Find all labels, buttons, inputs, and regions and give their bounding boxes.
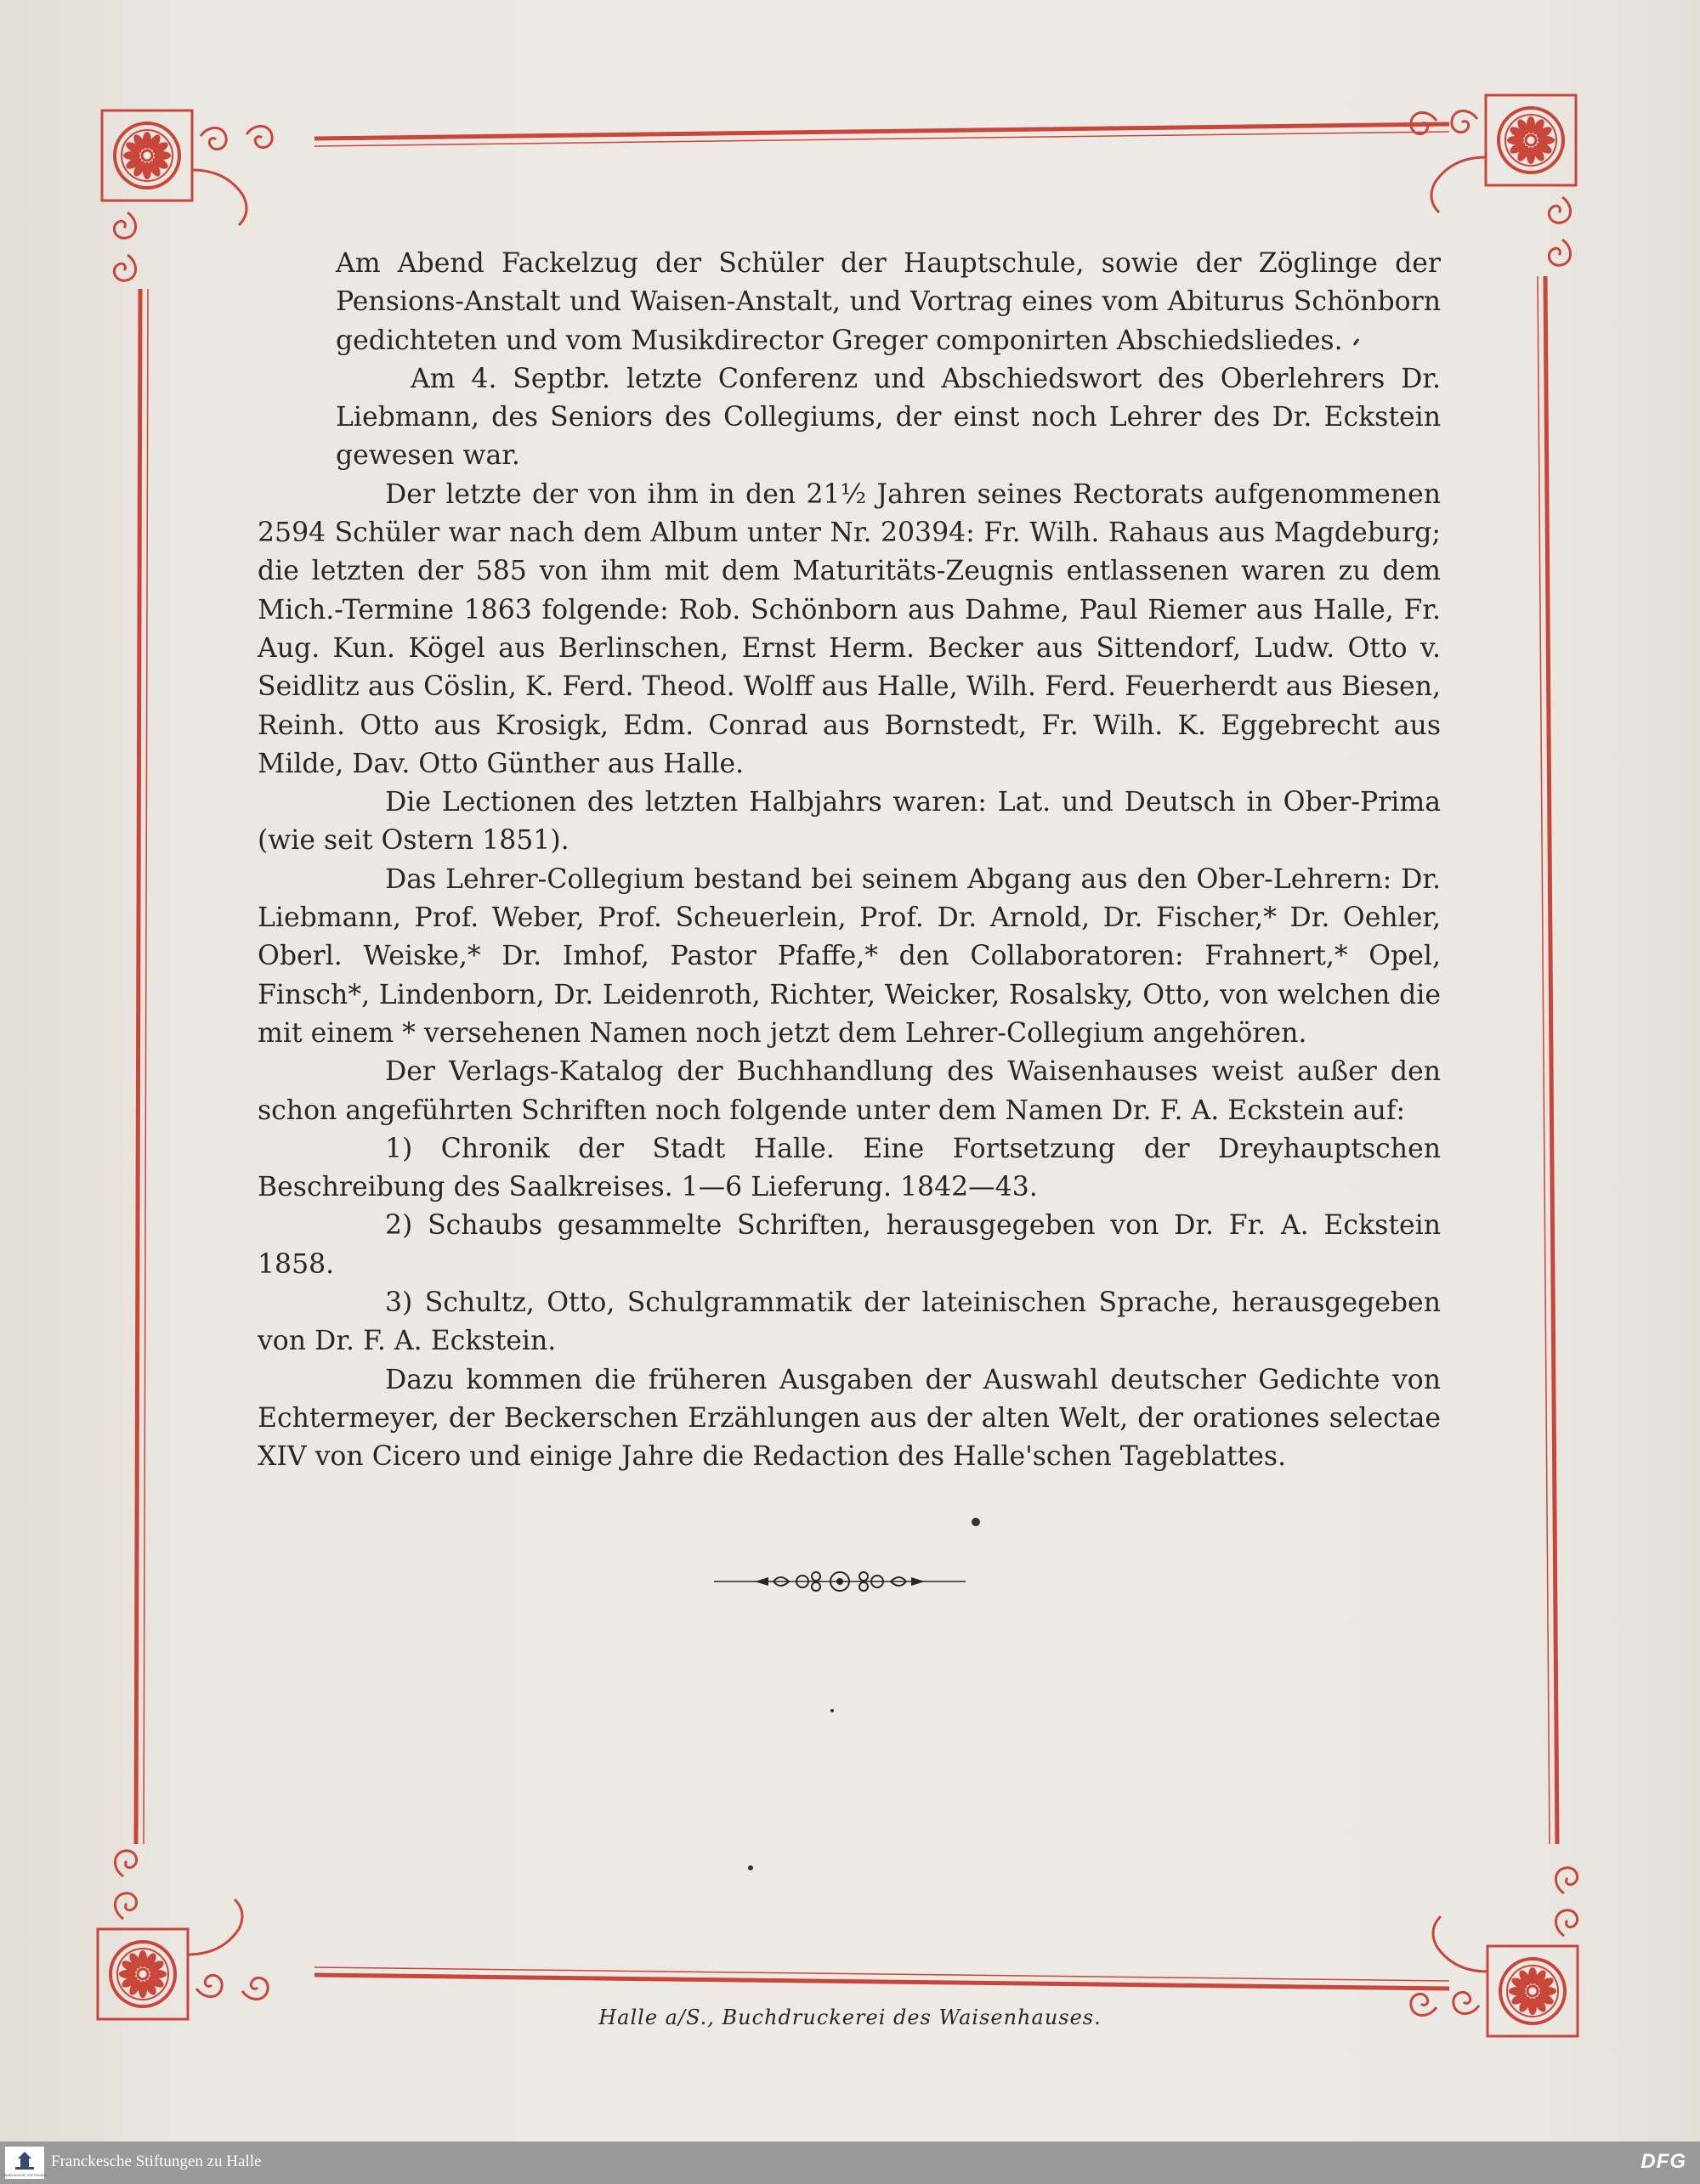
paragraph-schueler: Der letzte der von ihm in den 21½ Jahren seines Rectorats aufgenommenen 2594 Schüler war nach dem Album unter Nr. 20394: Fr. Wilh. Rahaus aus Magdeburg; die letzten der 585 von ihm mit dem Maturitäts-Zeugnis entlassenen waren zu dem Mich.-Termine 1863 folgende: Rob. Schönborn aus Dahme, Paul Riemer aus Halle, Fr. Aug. Kun. Kögel aus Berlinschen, Ernst Herm. Becker aus Sittendorf, Ludw. Otto v. Seidlitz aus Cöslin, K. Ferd. Theod. Wolff aus Halle, Wilh. Ferd. Feuerherdt aus Biesen, Reinh. Otto aus Krosigk, Edm. Conrad aus Bornstedt, Fr. Wilh. K. Eggebrecht aus Milde, Dav. Otto Günther aus Halle. (258, 478, 1441, 779)
corner-ornament-bottom-left (98, 1851, 268, 2019)
corner-ornament-top-left (102, 110, 272, 280)
paragraph-lehrer-collegium: Das Lehrer-Collegium bestand bei seinem Abgang aus den Ober-Lehrern: Dr. Liebmann, Prof. Weber, Prof. Scheuerlein, Prof. Dr. Arnold, Dr. Fischer,* Dr. Oehler, Oberl. Weiske,* Dr. Imhof, Pastor Pfaffe,* den Collaboratoren: Frahnert,* Opel, Finsch*, Lindenborn, Dr. Leidenroth, Richter, Weicker, Rosalsky, Otto, von welchen die mit einem * versehenen Namen noch jetzt dem Lehrer-Collegium angehören. (258, 863, 1441, 1049)
ink-speck (972, 1518, 980, 1526)
paragraph-conferenz: Am 4. Septbr. letzte Conferenz und Abschiedswort des Oberlehrers Dr. Liebmann, des Seniors des Collegiums, der einst noch Lehrer des Dr. Eckstein gewesen war. (336, 363, 1441, 472)
list-item-schaubs: 2) Schaubs gesammelte Schriften, herausgegeben von Dr. Fr. A. Eckstein 1858. (258, 1210, 1441, 1280)
paragraph-lectionen: Die Lectionen des letzten Halbjahrs waren: Lat. und Deutsch in Ober-Prima (wie seit Ostern 1851). (258, 787, 1441, 857)
list-item-schultz: 3) Schultz, Otto, Schulgrammatik der lateinischen Sprache, herausgegeben von Dr. F. A. Eckstein. (258, 1287, 1441, 1357)
institution-logo-icon[interactable] (3, 2147, 47, 2179)
paragraph-ausgaben: Dazu kommen die früheren Ausgaben der Auswahl deutscher Gedichte von Echtermeyer, der Beckerschen Erzählungen aus der alten Welt, der orationes selectae XIV von Cicero und einige Jahre die Redaction des Halle'schen Tageblattes. (258, 1364, 1441, 1473)
list-item-chronik: 1) Chronik der Stadt Halle. Eine Fortsetzung der Dreyhauptschen Beschreibung des Saalkreises. 1—6 Lieferung. 1842—43. (258, 1133, 1441, 1203)
institution-name[interactable]: Franckesche Stiftungen zu Halle (51, 2153, 262, 2170)
dfg-badge[interactable]: DFG (1640, 2150, 1686, 2173)
logo-text: FRANCKESCHE STIFTUNGEN (3, 2174, 47, 2177)
body-text (258, 245, 1441, 1477)
viewer-footer-bar (0, 2142, 1700, 2184)
paragraph-fackelzug: Am Abend Fackelzug der Schüler der Hauptschule, sowie der Zöglinge der Pensions-Anstalt und Waisen-Anstalt, und Vortrag eines vom Abiturus Schönborn gedichteten und vom Musikdirector Greger componirten Abschiedsliedes. (336, 248, 1441, 356)
paragraph-verlags-katalog: Der Verlags-Katalog der Buchhandlung des Waisenhauses weist außer den schon angeführten Schriften noch folgende unter dem Namen Dr. F. A. Eckstein auf: (258, 1056, 1441, 1126)
ink-speck (748, 1865, 753, 1870)
printer-imprint: Halle a/S., Buchdruckerei des Waisenhauses. (598, 2006, 1102, 2029)
ornament-divider-icon (714, 1565, 966, 1598)
ink-speck (830, 1709, 834, 1712)
corner-ornament-top-right (1411, 95, 1576, 265)
